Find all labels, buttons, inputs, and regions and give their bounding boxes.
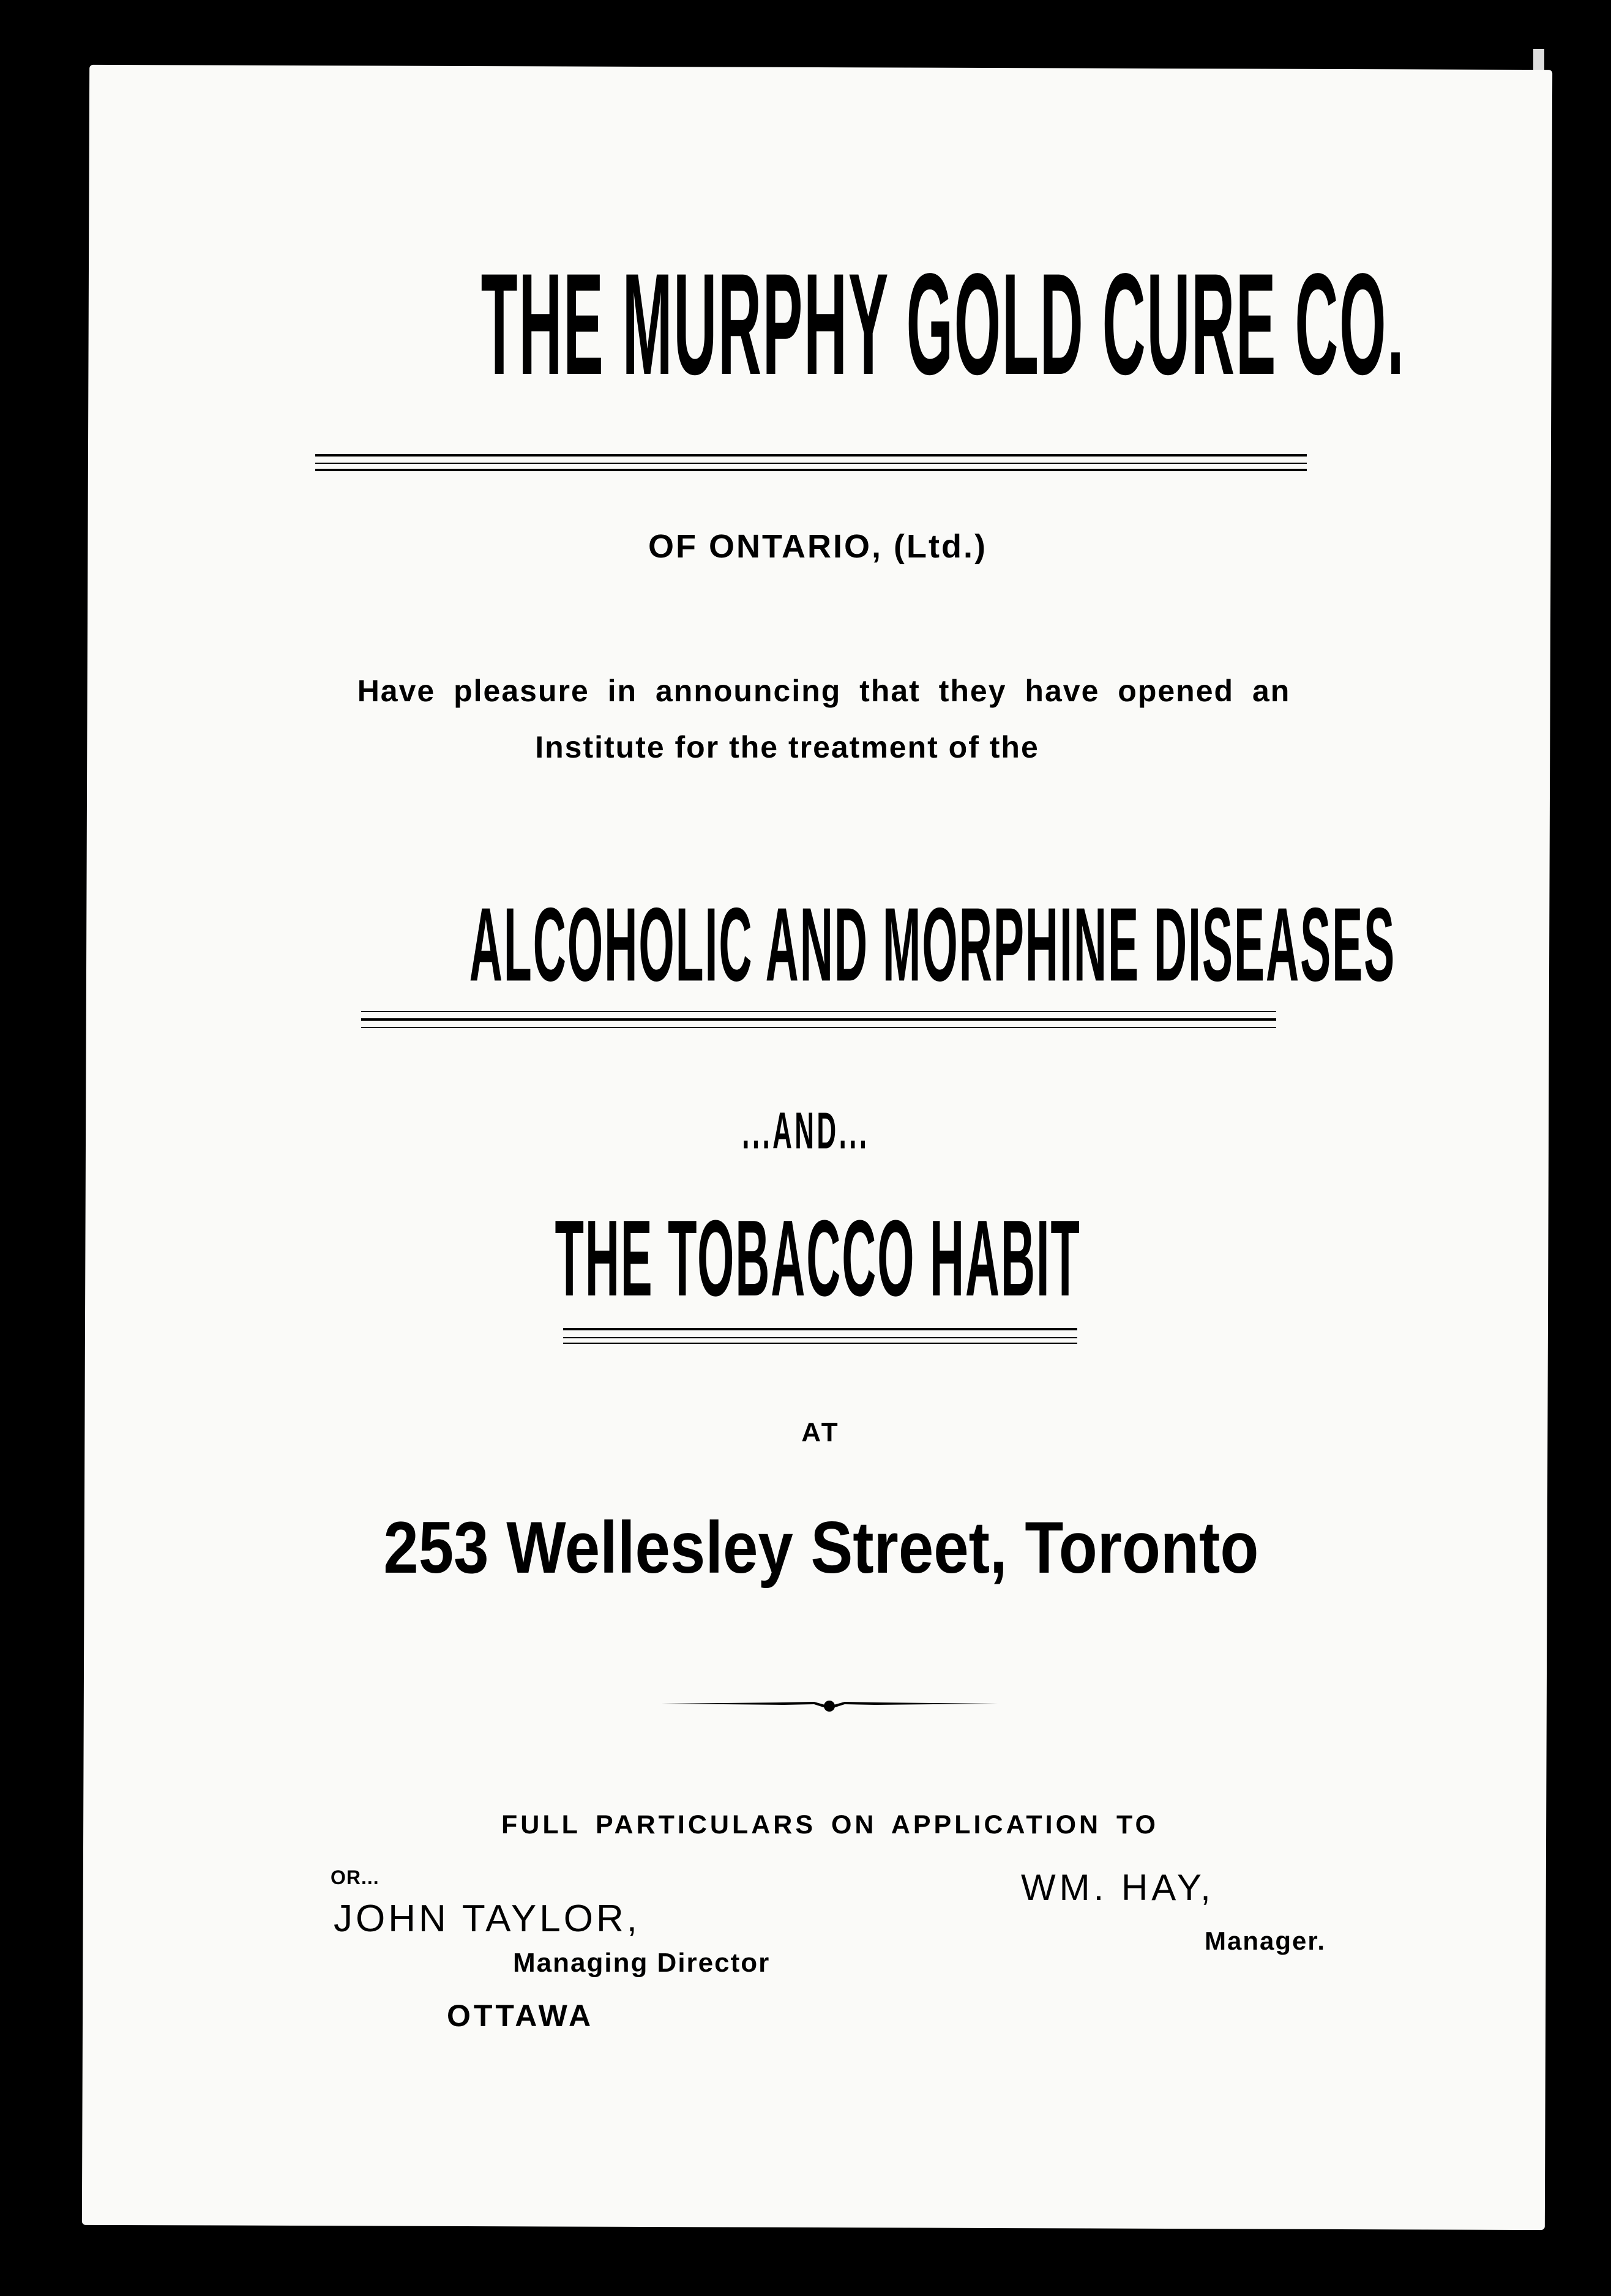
disease-heading-wrap	[6, 884, 1611, 1003]
company-name: THE MURPHY GOLD CURE CO.	[480, 244, 1405, 405]
announcement-1-wrap	[18, 673, 1611, 709]
connector-wrap	[0, 1101, 1611, 1158]
habit-heading-rule-3	[563, 1343, 1077, 1344]
at-label-wrap	[15, 1417, 1611, 1448]
address: 253 Wellesley Street, Toronto	[383, 1507, 1258, 1589]
contact-left-city: OTTAWA	[447, 1999, 594, 2033]
disease-heading-rule-3	[361, 1027, 1276, 1028]
ornamental-divider	[661, 1692, 998, 1716]
announcement-line-2: Institute for the treatment of the	[535, 730, 1039, 764]
connector-text: ...AND...	[741, 1102, 870, 1160]
contact-left-name: JOHN TAYLOR,	[334, 1898, 640, 1940]
contact-left-title: Managing Director	[513, 1948, 771, 1978]
contact-right-title: Manager.	[1205, 1926, 1326, 1955]
announcement-2-wrap	[0, 729, 1593, 765]
company-suffix-wrap	[12, 527, 1611, 565]
particulars-heading: FULL PARTICULARS ON APPLICATION TO	[501, 1810, 1159, 1839]
particulars-wrap	[24, 1810, 1611, 1840]
contact-left-prefix: OR...	[331, 1866, 379, 1888]
company-name-wrap	[0, 242, 1611, 405]
contact-right-name: WM. HAY,	[1021, 1867, 1214, 1908]
disease-heading-rule-2	[361, 1018, 1276, 1021]
company-name-rule-3	[315, 469, 1307, 471]
disease-heading: ALCOHOLIC AND MORPHINE DISEASES	[469, 885, 1396, 1003]
at-label: AT	[801, 1417, 840, 1447]
company-name-rule-1	[315, 454, 1307, 457]
habit-heading: THE TOBACCO HABIT	[555, 1198, 1081, 1319]
habit-heading-rule-1	[563, 1328, 1077, 1330]
company-suffix: OF ONTARIO, (Ltd.)	[648, 528, 987, 565]
disease-heading-rule-1	[361, 1011, 1276, 1012]
habit-heading-wrap	[12, 1196, 1611, 1319]
habit-heading-rule-2	[563, 1337, 1077, 1338]
announcement-line-1: Have pleasure in announcing that they have opened an	[357, 674, 1291, 708]
company-name-rule-2	[315, 463, 1307, 464]
address-wrap	[15, 1505, 1611, 1590]
